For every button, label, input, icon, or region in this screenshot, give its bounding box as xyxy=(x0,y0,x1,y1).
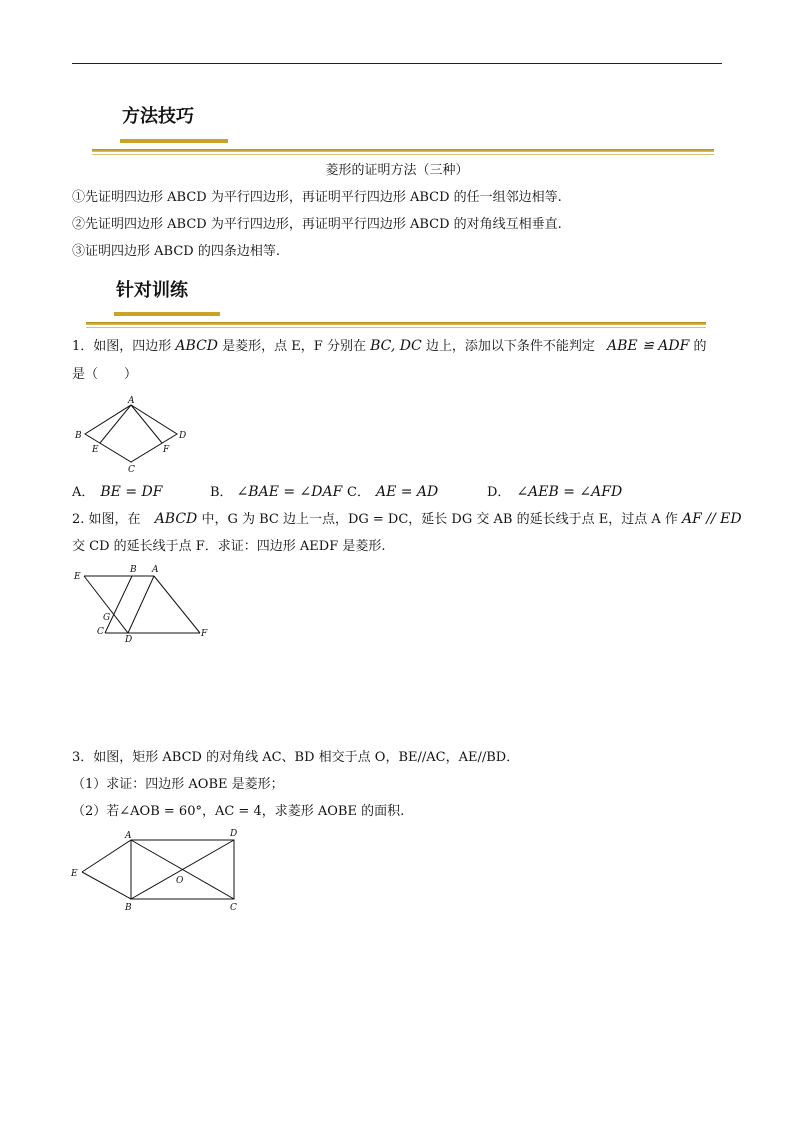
q2-text-b: 中，G 为 BC 边上一点，DG = DC，延长 DG 交 AB 的延长线于点 E，过点 A 作 xyxy=(201,512,678,527)
q1-label-b: B xyxy=(75,431,82,441)
q2-math-af-ed: AF // ED xyxy=(682,511,742,527)
q2-figure xyxy=(70,562,220,644)
q3-part-1: （1）求证：四边形 AOBE 是菱形； xyxy=(72,777,284,792)
q2-label-a: A xyxy=(152,565,159,575)
q1-options-row xyxy=(72,483,622,502)
q2-label-e: E xyxy=(74,572,81,582)
q1-math-abcd: ABCD xyxy=(175,338,219,354)
q1-option-b[interactable]: B． ∠BAE = ∠DAF xyxy=(210,484,343,500)
q1-option-d[interactable]: D． ∠AEB = ∠AFD xyxy=(487,484,623,500)
q2-label-g: G xyxy=(103,613,111,623)
q1-label-d: D xyxy=(179,431,187,441)
top-rule xyxy=(72,63,722,64)
training-title-underline xyxy=(114,312,220,316)
q1-math-congruence: ABE ≌ ADF xyxy=(607,338,690,354)
q3-label-a: A xyxy=(125,831,132,841)
training-section-title: 针对训练 xyxy=(116,280,188,301)
q3-segment-eb xyxy=(82,872,131,899)
method-item-1: ①先证明四边形 ABCD 为平行四边形，再证明平行四边形 ABCD 的任一组邻边相等. xyxy=(72,190,562,205)
q3-label-o: O xyxy=(176,876,184,886)
q3-label-c: C xyxy=(230,903,237,913)
method-item-2: ②先证明四边形 ABCD 为平行四边形，再证明平行四边形 ABCD 的对角线互相垂直. xyxy=(72,217,562,232)
q1-rhombus-figure xyxy=(70,396,200,476)
q2-stem-line1 xyxy=(72,510,742,529)
q1-label-c: C xyxy=(128,465,135,475)
training-section-rule-thin xyxy=(86,327,706,328)
q2-text-a: 2. 如图，在 xyxy=(72,512,141,527)
q1-text-c: 边上，添加以下条件不能判定 xyxy=(425,339,595,354)
q2-label-b: B xyxy=(130,565,137,575)
method-item-3: ③证明四边形 ABCD 的四条边相等. xyxy=(72,244,280,259)
method-section-rule-thin xyxy=(92,154,714,155)
q1-segment-ae xyxy=(100,405,131,443)
q1-label-e: E xyxy=(92,445,99,455)
q3-part-2: （2）若∠AOB = 60°，AC = 4，求菱形 AOBE 的面积. xyxy=(72,804,405,819)
q1-text-a: 1．如图，四边形 xyxy=(72,339,172,354)
method-section-title: 方法技巧 xyxy=(122,106,194,127)
q2-segment-ad xyxy=(128,576,154,633)
q2-segment-ed xyxy=(84,576,128,633)
q2-label-f: F xyxy=(201,629,208,639)
q2-stem-line2: 交 CD 的延长线于点 F．求证：四边形 AEDF 是菱形. xyxy=(72,539,386,554)
method-title-underline xyxy=(120,139,228,143)
q1-label-f: F xyxy=(163,445,170,455)
q3-segment-ea xyxy=(82,840,131,872)
q1-text-b: 是菱形，点 E，F 分别在 xyxy=(222,339,366,354)
q3-label-b: B xyxy=(125,903,132,913)
q2-segment-af xyxy=(154,576,200,633)
q1-segment-af xyxy=(131,405,162,443)
q2-math-abcd: ABCD xyxy=(154,511,198,527)
q1-math-bc-dc: BC, DC xyxy=(370,338,422,354)
q3-label-d: D xyxy=(230,829,238,839)
q1-option-a[interactable]: A． BE = DF xyxy=(72,484,163,500)
q3-stem-line1: 3．如图，矩形 ABCD 的对角线 AC、BD 相交于点 O，BE//AC，AE//BD． xyxy=(72,750,520,765)
method-subtitle: 菱形的证明方法（三种） xyxy=(325,163,469,178)
training-section-rule xyxy=(86,322,706,325)
q1-stem-line1 xyxy=(72,337,706,356)
q3-figure xyxy=(68,824,248,916)
q2-label-c: C xyxy=(97,627,104,637)
q3-label-e: E xyxy=(71,869,78,879)
q1-text-d: 的 xyxy=(693,339,707,354)
q1-option-c[interactable]: C． AE = AD xyxy=(347,484,439,500)
q2-segment-bc xyxy=(105,576,132,633)
q1-stem-line2: 是（ ） xyxy=(72,367,138,382)
method-section-rule xyxy=(92,149,714,152)
q2-label-d: D xyxy=(125,635,133,644)
q1-label-a: A xyxy=(128,396,135,406)
